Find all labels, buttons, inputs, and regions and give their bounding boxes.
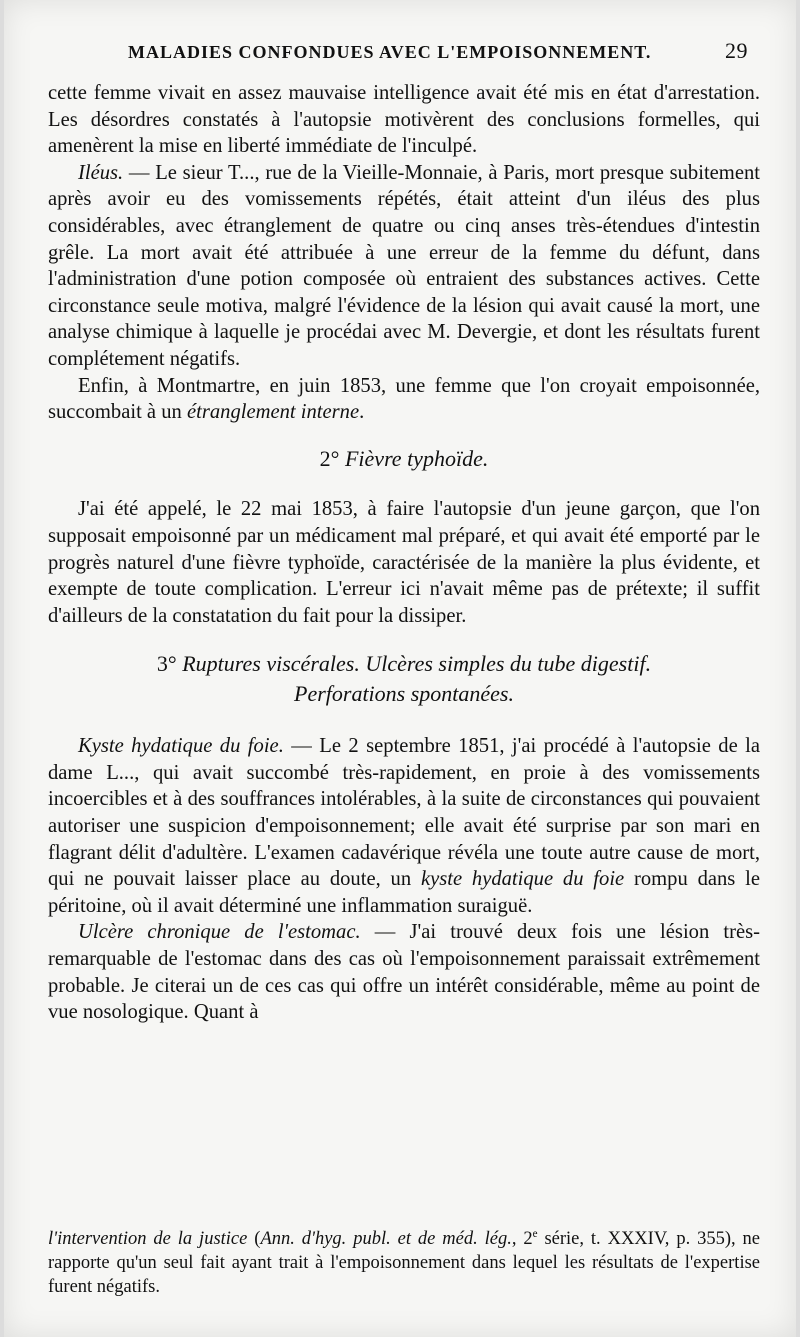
paragraph-ulcere: Ulcère chronique de l'estomac. — J'ai trouvé deux fois une lésion très-remarquable de l'estomac dans des cas où l'empoisonnement paraissait extrêmement probable. Je citerai un de ces cas qui offre un intérêt considérable, même au point de vue nosologique. Quant à	[48, 921, 760, 1024]
page-body	[48, 80, 760, 1026]
section-heading-fievre: 2° Fièvre typhoïde.	[319, 445, 489, 471]
page-number: 29	[725, 38, 748, 63]
footnote: l'intervention de la justice (Ann. d'hyg. publ. et de méd. lég., 2e série, t. XXXIV, p. 355), ne rapporte qu'un seul fait ayant trait à l'empoisonnement dans lequel les résultats de l'expertise furent négatifs.	[48, 1228, 761, 1298]
paragraph-montmartre: Enfin, à Montmartre, en juin 1853, une femme que l'on croyait empoisonnée, succombait à un étranglement interne.	[48, 374, 760, 424]
paragraph-lead: Iléus.	[78, 161, 124, 184]
section-heading-ruptures: 3° Ruptures viscérales. Ulcères simples du tube digestif. Perforations spontanées.	[156, 651, 652, 707]
page-header	[128, 38, 748, 68]
running-title: MALADIES CONFONDUES AVEC L'EMPOISONNEMENT.	[128, 42, 652, 62]
paragraph-lead: Ulcère chronique de l'estomac.	[78, 921, 361, 944]
paragraph-kyste: Kyste hydatique du foie. — Le 2 septembre 1851, j'ai procédé à l'autopsie de la dame L..., qui avait succombé très-rapidement, en proie à des vomissements incoercibles et à des souffrances intolérables, à la suite de circonstances qui pouvaient autoriser une suspicion d'empoisonnement; elle avait été surprise par son mari en flagrant délit d'adultère. L'examen cadavérique révéla une toute autre cause de mort, qui ne pouvait laisser place au doute, un kyste hydatique du foie rompu dans le péritoine, où il avait déterminé une inflammation suraiguë.	[48, 735, 760, 917]
paragraph: cette femme vivait en assez mauvaise intelligence avait été mis en état d'arrestation. Les désordres constatés à l'autopsie motivèrent des conclusions formelles, qui amenèrent la mise en liberté immédiate de l'inculpé.	[48, 82, 760, 158]
paragraph-ileus: Iléus. — Le sieur T..., rue de la Vieille-Monnaie, à Paris, mort presque subitement après avoir eu des vomissements répétés, était atteint d'un iléus des plus considérables, avec étranglement de quatre ou cinq anses très-étendues d'intestin grêle. La mort avait été attribuée à une erreur de la femme du défunt, dans l'administration d'une potion composée où entraient des substances actives. Cette circonstance seule motiva, malgré l'évidence de la lésion qui avait causé la mort, une analyse chimique à laquelle je procédai avec M. Devergie, et dont les résultats furent complétement négatifs.	[48, 161, 760, 370]
paragraph-lead: Kyste hydatique du foie.	[78, 735, 284, 758]
paragraph-fievre: J'ai été appelé, le 22 mai 1853, à faire l'autopsie d'un jeune garçon, que l'on supposait empoisonné par un médicament mal préparé, et qui avait été emporté par le progrès naturel d'une fièvre typhoïde, caractérisée de la manière la plus évidente, et exempte de toute complication. L'erreur ici n'avait même pas de prétexte; il suffit d'ailleurs de la constatation du fait pour la dissiper.	[48, 498, 760, 627]
book-page	[4, 0, 796, 1337]
